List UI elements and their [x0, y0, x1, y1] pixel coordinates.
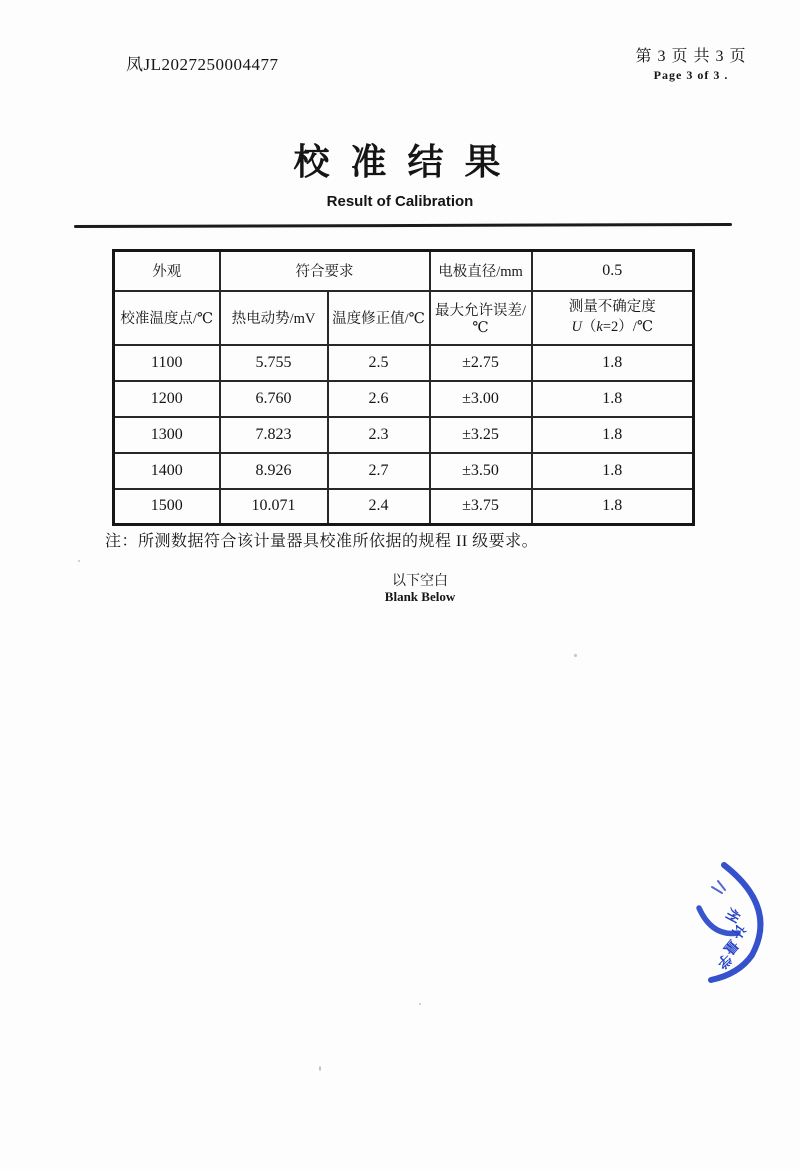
table-cell: ±2.75 — [430, 345, 532, 381]
table-cell: 1100 — [114, 345, 220, 381]
table-cell: 2.4 — [328, 489, 430, 525]
appearance-value-cell: 符合要求 — [220, 251, 430, 291]
table-cell: 1.8 — [532, 381, 694, 417]
table-cell: 7.823 — [220, 417, 328, 453]
blank-below-cn: 以下空白 — [392, 574, 448, 589]
table-row — [114, 453, 694, 489]
seal-char-1: 州 — [722, 905, 744, 926]
table-cell: 1.8 — [532, 345, 694, 381]
table-cell: 2.5 — [328, 345, 430, 381]
table-cell: 8.926 — [220, 453, 328, 489]
table-cell: 1300 — [114, 417, 220, 453]
table-row-appearance — [114, 251, 694, 291]
page-indicator — [610, 43, 772, 83]
page-indicator-cn: 第 3 页 共 3 页 — [635, 48, 747, 65]
table-cell: 1.8 — [532, 489, 694, 525]
table-cell: 5.755 — [220, 345, 328, 381]
table-cell: 2.6 — [328, 381, 430, 417]
table-row — [114, 345, 694, 381]
seal-char-2: 计 — [727, 921, 749, 942]
note-text: 注：所测数据符合该计量器具校准所依据的规程 II 级要求。 — [105, 533, 539, 550]
table-cell: ±3.50 — [430, 453, 532, 489]
seal-char-3: 量 — [720, 937, 742, 959]
certificate-number: 凤JL2027250004477 — [126, 55, 279, 74]
table-cell: 2.3 — [328, 417, 430, 453]
scan-speck — [419, 1003, 421, 1005]
column-header-max-error: 最大允许误差/℃ — [430, 291, 532, 345]
column-header-temperature: 校准温度点/℃ — [114, 291, 220, 345]
table-cell: 2.7 — [328, 453, 430, 489]
page-title: 校 准 结 果 — [293, 142, 507, 182]
table-cell: ±3.00 — [430, 381, 532, 417]
table-cell: 6.760 — [220, 381, 328, 417]
blank-below-en: Blank Below — [384, 589, 456, 604]
table-row — [114, 417, 694, 453]
table-cell: 1.8 — [532, 417, 694, 453]
page-subtitle: Result of Calibration — [326, 193, 474, 210]
electrode-diameter-label-cell: 电极直径/mm — [430, 251, 532, 291]
appearance-label-cell: 外观 — [114, 251, 220, 291]
table-row — [114, 489, 694, 525]
title-divider-line — [74, 223, 732, 228]
uncertainty-header-line1: 测量不确定度 — [568, 298, 656, 315]
table-cell: ±3.75 — [430, 489, 532, 525]
column-header-emf: 热电动势/mV — [220, 291, 328, 345]
electrode-diameter-value-cell: 0.5 — [532, 251, 694, 291]
table-cell: 1400 — [114, 453, 220, 489]
seal-partial-glyph — [712, 881, 725, 893]
table-header-row — [114, 291, 694, 345]
seal-char-4: 学 — [713, 950, 736, 973]
calibration-results-table — [112, 249, 695, 526]
table-cell: ±3.25 — [430, 417, 532, 453]
uncertainty-header-line2: U（k=2）/℃ — [571, 318, 654, 335]
table-cell: 10.071 — [220, 489, 328, 525]
scan-speck — [574, 654, 577, 657]
official-seal-stamp — [688, 845, 800, 1001]
table-row — [114, 381, 694, 417]
table-cell: 1500 — [114, 489, 220, 525]
page-indicator-en: Page 3 of 3 . — [653, 68, 729, 82]
scan-speck — [78, 560, 80, 562]
column-header-uncertainty — [532, 291, 694, 345]
scan-speck — [319, 1066, 321, 1071]
table-cell: 1.8 — [532, 453, 694, 489]
column-header-correction: 温度修正值/℃ — [328, 291, 430, 345]
table-cell: 1200 — [114, 381, 220, 417]
